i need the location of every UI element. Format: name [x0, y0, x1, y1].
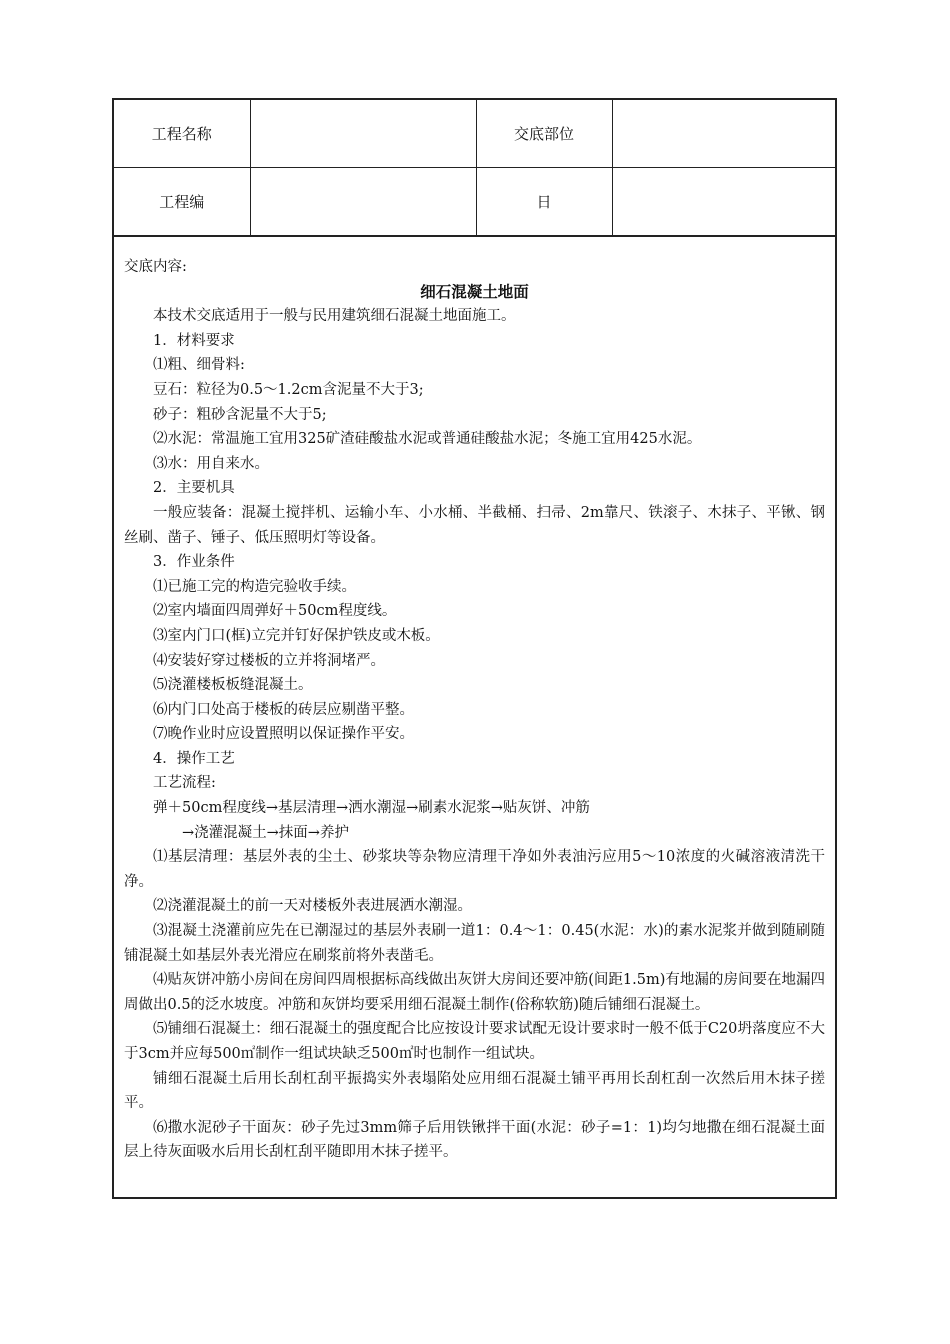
content-title: 细石混凝土地面 [420, 281, 529, 301]
section-heading: 3．作业条件 [153, 554, 235, 571]
body-line: ⑵水泥：常温施工宜用325矿渣硅酸盐水泥或普通硅酸盐水泥；冬施工宜用425水泥。 [153, 431, 702, 448]
body-paragraph: ⑸铺细石混凝土：细石混凝土的强度配合比应按设计要求试配无设计要求时一般不低于C20坍落度应不大于3cm并应每500㎡制作一组试块缺乏500㎡时也制作一组试块。 [124, 1021, 825, 1062]
project-no-field[interactable] [250, 168, 476, 236]
body-line: ⑵室内墙面四周弹好＋50cm程度线。 [153, 603, 397, 620]
body-paragraph: ⑹撒水泥砂子干面灰：砂子先过3mm筛子后用铁锹拌干面(水泥：砂子=1：1)均匀地撒在细石混凝土面层上待灰面吸水后用长刮杠刮平随即用木抹子搓平。 [124, 1119, 825, 1161]
section-heading: 2．主要机具 [153, 480, 235, 497]
project-name-field[interactable] [250, 100, 476, 168]
body-paragraph: ⑶混凝土浇灌前应先在已潮湿过的基层外表刷一道1：0.4～1：0.45(水泥：水)的素水泥浆并做到随刷随铺混凝土如基层外表光滑应在刷浆前将外表凿毛。 [124, 923, 825, 964]
body-line: 砂子：粗砂含泥量不大于5; [153, 406, 327, 423]
section-heading: 4．操作工艺 [153, 750, 235, 767]
project-name-label: 工程名称 [114, 100, 250, 168]
location-field[interactable] [612, 100, 835, 168]
body-line: 工艺流程: [153, 775, 216, 792]
body-line: ⑶室内门口(框)立完并钉好保护铁皮或木板。 [153, 627, 440, 644]
body-paragraph: ⑷贴灰饼冲筋小房间在房间四周根据标高线做出灰饼大房间还要冲筋(间距1.5m)有地漏的房间要在地漏四周做出0.5的泛水坡度。冲筋和灰饼均要采用细石混凝土制作(俗称软筋)随后铺细石混凝土。 [124, 972, 825, 1013]
content-label: 交底内容: [124, 259, 187, 275]
project-no-label: 工程编 [114, 168, 250, 236]
body-line: ⑸浇灌楼板板缝混凝土。 [153, 677, 313, 694]
body-line: ⑺晚作业时应设置照明以保证操作平安。 [153, 726, 414, 743]
header-table [114, 100, 835, 236]
body-paragraph: 一般应装备：混凝土搅拌机、运输小车、小水桶、半截桶、扫帚、2m靠尺、铁滚子、木抹子、平锹、钢丝刷、凿子、锤子、低压照明灯等设备。 [124, 504, 825, 546]
date-field[interactable] [612, 168, 835, 236]
body-paragraph: ⑴基层清理：基层外表的尘土、砂浆块等杂物应清理干净如外表油污应用5～10浓度的火碱溶液清洗干净。 [124, 849, 825, 890]
section-heading: 1．材料要求 [153, 332, 235, 349]
body-paragraph: 铺细石混凝土后用长刮杠刮平振捣实外表塌陷处应用细石混凝土铺平再用长刮杠刮一次然后用木抹子搓平。 [124, 1070, 825, 1112]
body-line: ⑴粗、细骨料: [153, 357, 245, 374]
body-line: ⑷安装好穿过楼板的立并将洞堵严。 [153, 652, 385, 669]
process-flow-line: 弹＋50cm程度线→基层清理→洒水潮湿→刷素水泥浆→贴灰饼、冲筋 [153, 800, 590, 817]
disclosure-content [114, 236, 835, 1197]
body-line: 豆石：粒径为0.5～1.2cm含泥量不大于3; [153, 381, 424, 398]
process-flow-line: →浇灌混凝土→抹面→养护 [182, 824, 349, 841]
body-line: ⑴已施工完的构造完验收手续。 [153, 578, 356, 595]
header-row-1 [114, 100, 835, 168]
location-label: 交底部位 [476, 100, 612, 168]
intro-text: 本技术交底适用于一般与民用建筑细石混凝土地面施工。 [153, 308, 516, 325]
body-line: ⑶水：用自来水。 [153, 455, 269, 472]
body-line: ⑵浇灌混凝土的前一天对楼板外表进展洒水潮湿。 [153, 898, 472, 915]
body-line: ⑹内门口处高于楼板的砖层应剔凿平整。 [153, 701, 414, 718]
header-row-2 [114, 168, 835, 236]
technical-disclosure-form [112, 98, 837, 1199]
date-label: 日 [476, 168, 612, 236]
